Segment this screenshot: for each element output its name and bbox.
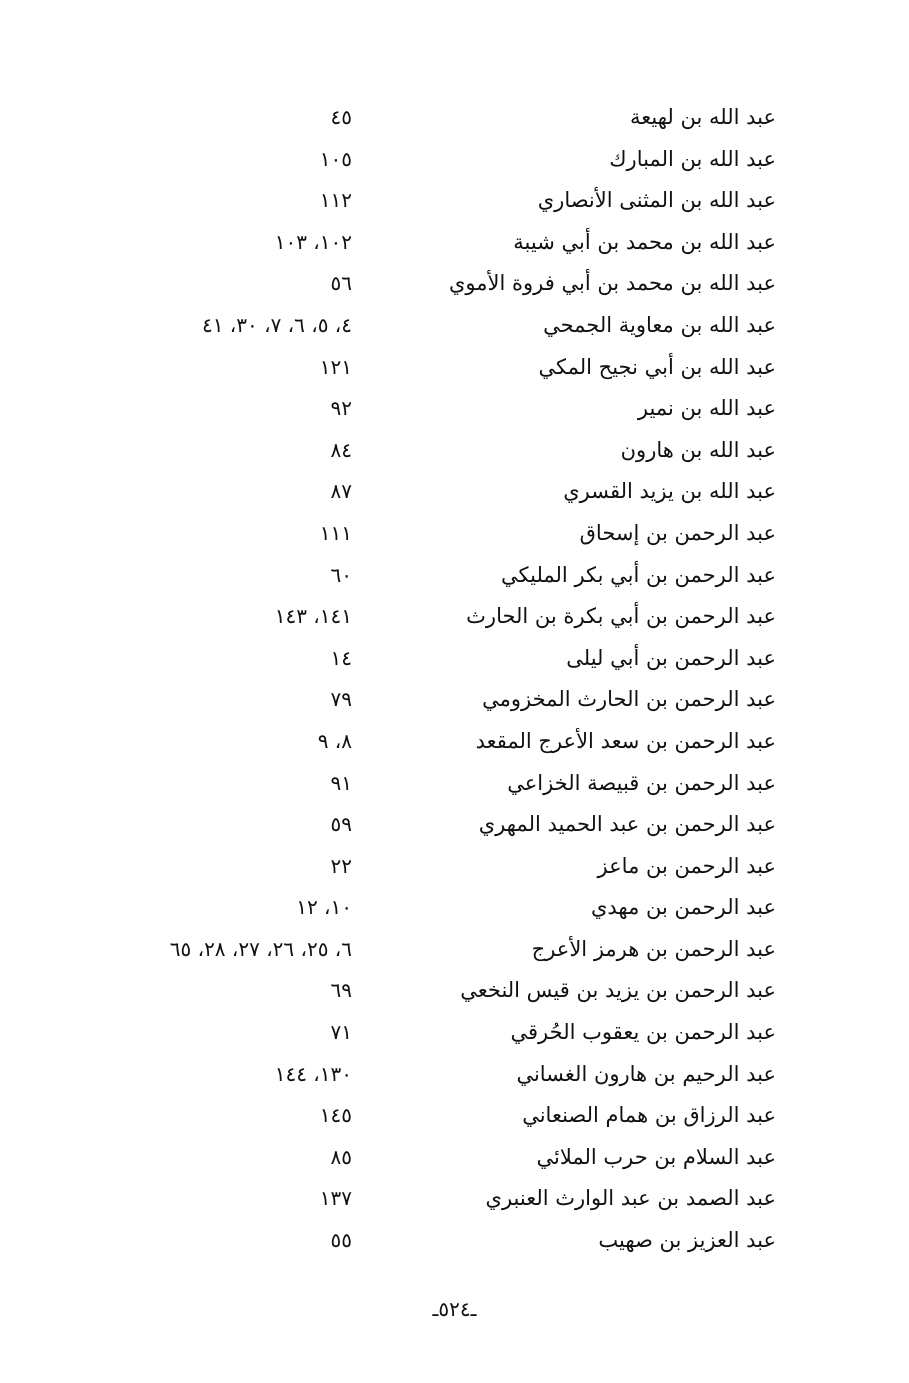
index-entry	[0, 1055, 909, 1097]
entry-name: عبد الله بن لهيعة	[630, 105, 776, 129]
entry-page-references: ٦٩	[330, 978, 352, 1003]
entry-page-references: ٨٧	[330, 479, 352, 504]
entry-name: عبد الرحمن بن الحارث المخزومي	[482, 687, 776, 712]
entry-name: عبد الرحمن بن أبي بكرة بن الحارث	[466, 604, 776, 629]
index-entry	[0, 1221, 909, 1263]
entry-name: عبد الله بن المثنى الأنصاري	[537, 188, 776, 213]
index-entry	[0, 472, 909, 514]
entry-name: عبد الله بن نمير	[637, 396, 776, 421]
entry-name: عبد الرحمن بن ماعز	[597, 853, 776, 878]
index-entry	[0, 597, 909, 639]
entry-name: عبد الله بن هارون	[620, 437, 776, 462]
entry-name: عبد الرحمن بن عبد الحميد المهري	[478, 812, 776, 837]
index-entry	[0, 264, 909, 306]
name-index-list	[0, 98, 909, 1263]
entry-page-references: ١٤	[330, 645, 352, 670]
entry-name: عبد الرزاق بن همام الصنعاني	[522, 1103, 776, 1128]
entry-name: عبد الرحمن بن أبي بكر المليكي	[501, 562, 776, 587]
entry-name: عبد الصمد بن عبد الوارث العنبري	[485, 1186, 776, 1211]
entry-name: عبد العزيز بن صهيب	[598, 1228, 776, 1253]
index-entry	[0, 98, 909, 140]
entry-page-references: ١٤١، ١٤٣	[274, 604, 352, 629]
entry-name: عبد السلام بن حرب الملائي	[536, 1144, 776, 1169]
entry-name: عبد الله بن المبارك	[609, 146, 776, 171]
index-entry	[0, 805, 909, 847]
entry-page-references: ١٠٥	[319, 146, 352, 171]
entry-name: عبد الله بن يزيد القسري	[563, 479, 776, 504]
index-entry	[0, 140, 909, 182]
index-entry	[0, 431, 909, 473]
entry-page-references: ٩١	[330, 770, 352, 795]
index-entry	[0, 514, 909, 556]
entry-page-references: ١٠، ١٢	[296, 895, 352, 920]
entry-page-references: ١٣٠، ١٤٤	[274, 1061, 352, 1086]
index-entry	[0, 888, 909, 930]
entry-page-references: ٢٢	[330, 853, 352, 878]
entry-page-references: ٨٥	[330, 1144, 352, 1169]
index-entry	[0, 722, 909, 764]
entry-page-references: ٥٩	[330, 812, 352, 837]
entry-page-references: ١٣٧	[319, 1186, 352, 1211]
entry-name: عبد الرحمن بن يزيد بن قيس النخعي	[460, 978, 776, 1003]
index-entry	[0, 930, 909, 972]
index-entry	[0, 1179, 909, 1221]
entry-page-references: ١١٢	[319, 188, 352, 213]
index-entry	[0, 223, 909, 265]
entry-name: عبد الرحيم بن هارون الغساني	[516, 1061, 776, 1086]
entry-name: عبد الرحمن بن سعد الأعرج المقعد	[475, 728, 776, 753]
page-number: ـ٥٢٤ـ	[432, 1297, 477, 1321]
entry-name: عبد الله بن معاوية الجمحي	[543, 312, 776, 337]
entry-page-references: ٤٥	[330, 105, 352, 129]
entry-name: عبد الرحمن بن قبيصة الخزاعي	[507, 770, 776, 795]
entry-name: عبد الله بن محمد بن أبي شيبة	[513, 229, 776, 254]
index-entry	[0, 764, 909, 806]
entry-name: عبد الله بن أبي نجيح المكي	[538, 354, 776, 379]
entry-name: عبد الرحمن بن هرمز الأعرج	[531, 936, 776, 961]
entry-page-references: ٨، ٩	[317, 728, 352, 753]
entry-page-references: ٦٠	[330, 562, 352, 587]
index-entry	[0, 847, 909, 889]
entry-page-references: ٥٥	[330, 1228, 352, 1253]
entry-page-references: ٦، ٢٥، ٢٦، ٢٧، ٢٨، ٦٥	[169, 936, 352, 961]
index-entry	[0, 971, 909, 1013]
entry-name: عبد الرحمن بن أبي ليلى	[566, 645, 776, 670]
entry-page-references: ١٤٥	[319, 1103, 352, 1128]
index-entry	[0, 1096, 909, 1138]
entry-name: عبد الله بن محمد بن أبي فروة الأموي	[449, 271, 776, 296]
index-entry	[0, 1013, 909, 1055]
entry-page-references: ٤، ٥، ٦، ٧، ٣٠، ٤١	[201, 312, 352, 337]
entry-page-references: ١١١	[319, 520, 352, 545]
index-entry	[0, 389, 909, 431]
index-entry	[0, 639, 909, 681]
entry-page-references: ١٠٢، ١٠٣	[274, 229, 352, 254]
entry-page-references: ٧٩	[330, 687, 352, 712]
entry-name: عبد الرحمن بن إسحاق	[579, 520, 776, 545]
index-entry	[0, 348, 909, 390]
entry-page-references: ٥٦	[330, 271, 352, 296]
index-entry	[0, 306, 909, 348]
index-entry	[0, 181, 909, 223]
entry-name: عبد الرحمن بن مهدي	[590, 895, 776, 920]
entry-page-references: ٨٤	[330, 437, 352, 462]
entry-page-references: ٧١	[330, 1020, 352, 1045]
entry-page-references: ٩٢	[330, 396, 352, 421]
index-entry	[0, 556, 909, 598]
entry-name: عبد الرحمن بن يعقوب الحُرقي	[510, 1020, 776, 1045]
index-entry	[0, 1138, 909, 1180]
index-entry	[0, 680, 909, 722]
entry-page-references: ١٢١	[319, 354, 352, 379]
